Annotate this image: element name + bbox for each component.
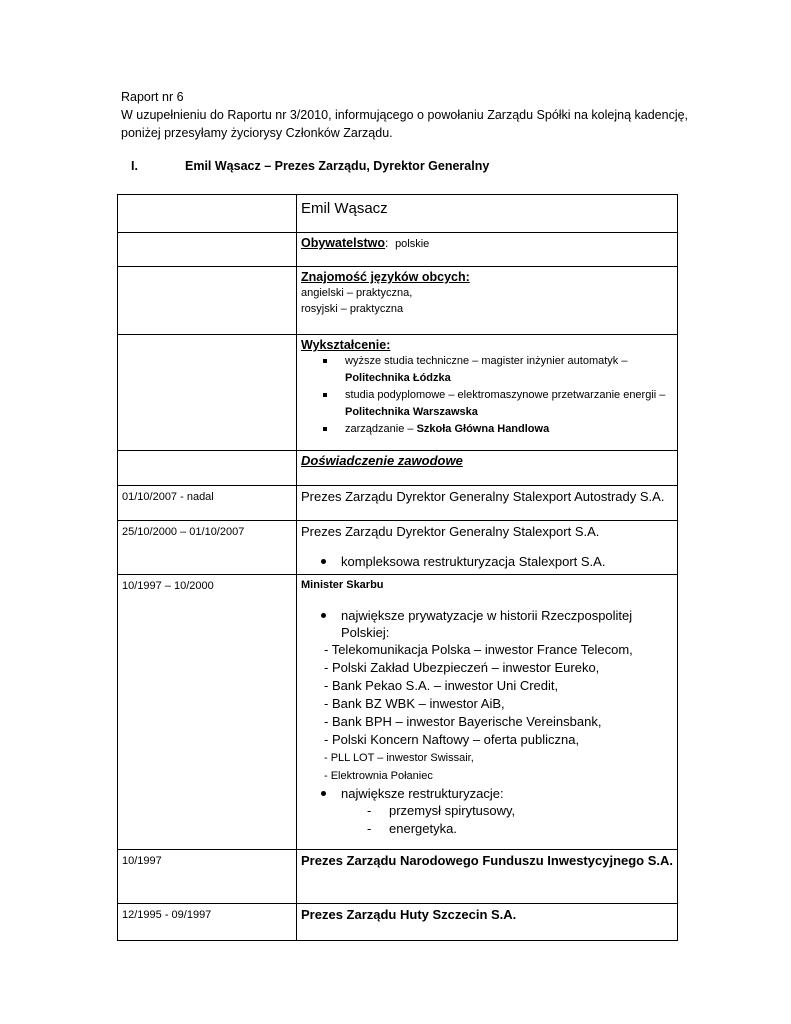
education-label: Wykształcenie: — [301, 338, 391, 352]
list-item: - Bank BZ WBK – inwestor AiB, — [324, 696, 505, 711]
languages-label: Znajomość języków obcych: — [301, 270, 470, 284]
job-position: Prezes Zarządu Huty Szczecin S.A. — [301, 907, 517, 922]
citizenship-label: Obywatelstwo — [301, 236, 386, 250]
language-item: rosyjski – praktyczna — [301, 303, 404, 315]
list-item: - Bank BPH – inwestor Bayerische Vereinsbank, — [324, 714, 602, 729]
job-period: 25/10/2000 – 01/10/2007 — [122, 526, 245, 538]
job-bullets — [301, 785, 673, 802]
table-row — [118, 451, 678, 486]
language-item: angielski – praktyczna, — [301, 287, 413, 299]
list-item: - Polski Koncern Naftowy – oferta publiczna, — [324, 732, 580, 747]
job-position: Minister Skarbu — [301, 579, 384, 591]
list-item: największe restrukturyzacje: — [341, 785, 673, 802]
job-position: Prezes Zarządu Dyrektor Generalny Stalexport Autostrady S.A. — [301, 489, 665, 504]
education-list — [301, 353, 673, 438]
job-period: 10/1997 – 10/2000 — [122, 580, 214, 592]
section-heading — [131, 159, 489, 173]
table-row — [118, 904, 678, 941]
job-period: 12/1995 - 09/1997 — [122, 909, 212, 921]
restructuring-list — [301, 802, 673, 838]
citizenship-cell: Obywatelstwo: polskie — [297, 233, 678, 267]
table-row — [118, 521, 678, 575]
list-item: kompleksowa restrukturyzacja Stalexport S.A. — [341, 553, 673, 570]
job-period: 01/10/2007 - nadal — [122, 491, 214, 503]
table-row — [118, 575, 678, 850]
intro — [121, 88, 691, 142]
job-position: Prezes Zarządu Narodowego Funduszu Inwestycyjnego S.A. — [301, 853, 674, 868]
citizenship-value: polskie — [395, 238, 430, 250]
job-position: Prezes Zarządu Dyrektor Generalny Stalexport S.A. — [301, 524, 600, 539]
table-row — [118, 267, 678, 335]
education-cell — [297, 335, 678, 451]
job-bullets — [301, 607, 673, 641]
experience-label: Doświadczenie zawodowe — [301, 453, 463, 468]
job-bullets — [301, 553, 673, 570]
list-item: zarządzanie – Szkoła Główna Handlowa — [345, 421, 673, 438]
list-item: - Bank Pekao S.A. – inwestor Uni Credit, — [324, 678, 559, 693]
list-item: - Elektrownia Połaniec — [324, 770, 433, 782]
table-row — [118, 233, 678, 267]
intro-text: W uzupełnieniu do Raportu nr 3/2010, informującego o powołaniu Zarządu Spółki na kolejną kadencję, poniżej przesyłamy życiorysy Członków Zarządu. — [121, 108, 689, 140]
person-name: Emil Wąsacz — [297, 195, 678, 233]
table-row — [118, 195, 678, 233]
list-item: - Polski Zakład Ubezpieczeń – inwestor Eureko, — [324, 660, 600, 675]
report-number: Raport nr 6 — [121, 90, 184, 104]
list-item: - przemysł spirytusowy, — [389, 802, 673, 820]
cv-table — [117, 194, 678, 941]
section-number: I. — [131, 159, 138, 173]
list-item: - Telekomunikacja Polska – inwestor France Telecom, — [324, 642, 633, 657]
languages-cell — [297, 267, 678, 335]
table-row — [118, 486, 678, 521]
list-item: studia podyplomowe – elektromaszynowe przetwarzanie energii – Politechnika Warszawska — [345, 387, 673, 421]
table-row — [118, 850, 678, 904]
section-title: Emil Wąsacz – Prezes Zarządu, Dyrektor Generalny — [185, 159, 490, 173]
table-row — [118, 335, 678, 451]
privatization-list — [301, 641, 673, 785]
experience-header-cell — [297, 451, 678, 486]
list-item: wyższe studia techniczne – magister inżynier automatyk – Politechnika Łódzka — [345, 353, 673, 387]
list-item: - PLL LOT – inwestor Swissair, — [324, 752, 474, 764]
job-period: 10/1997 — [122, 855, 162, 867]
list-item: największe prywatyzacje w historii Rzeczpospolitej Polskiej: — [341, 607, 673, 641]
list-item: - energetyka. — [389, 820, 673, 838]
